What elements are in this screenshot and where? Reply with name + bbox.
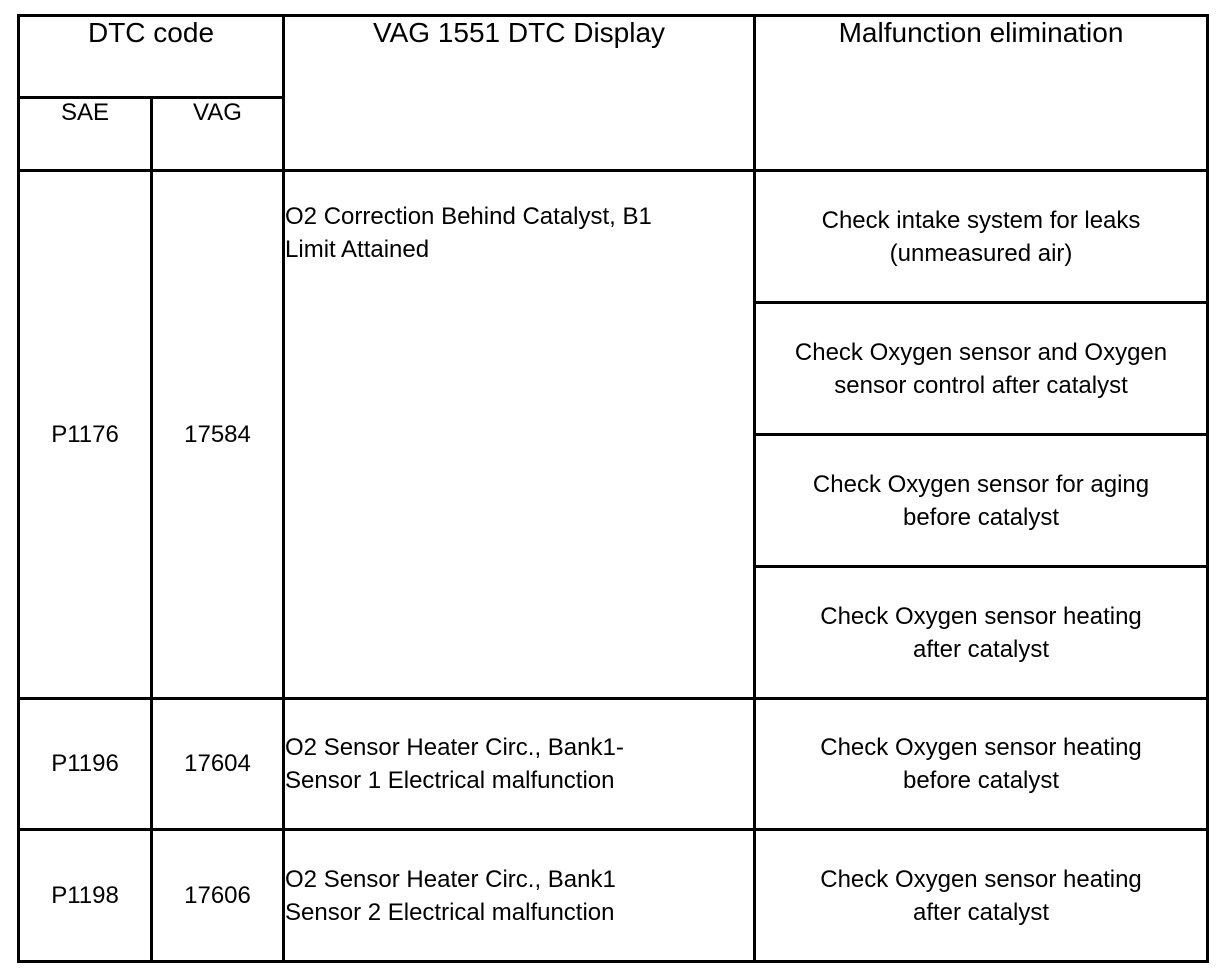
vag-code-cell: 17606 [152, 830, 284, 962]
vag-code-cell: 17604 [152, 699, 284, 830]
sae-code-cell: P1198 [19, 830, 152, 962]
header-dtc-code: DTC code [19, 16, 284, 98]
header-malfunction-elimination: Malfunction elimination [755, 16, 1208, 171]
header-vag: VAG [152, 98, 284, 171]
header-vag-display: VAG 1551 DTC Display [284, 16, 755, 171]
sae-code-cell: P1196 [19, 699, 152, 830]
elimination-cell: Check Oxygen sensor heating after catalyst [755, 830, 1208, 962]
dtc-display-cell: O2 Sensor Heater Circ., Bank1- Sensor 1 Electrical malfunction [284, 699, 755, 830]
elimination-cell: Check Oxygen sensor heating after catalyst [755, 567, 1208, 699]
elimination-cell: Check Oxygen sensor and Oxygen sensor control after catalyst [755, 303, 1208, 435]
header-sae: SAE [19, 98, 152, 171]
table-row [19, 830, 1208, 962]
elimination-cell: Check intake system for leaks (unmeasured air) [755, 171, 1208, 303]
table-row [19, 171, 1208, 303]
dtc-display-cell: O2 Sensor Heater Circ., Bank1 Sensor 2 Electrical malfunction [284, 830, 755, 962]
vag-code-cell: 17584 [152, 171, 284, 699]
table-row [19, 699, 1208, 830]
elimination-cell: Check Oxygen sensor for aging before catalyst [755, 435, 1208, 567]
sae-code-cell: P1176 [19, 171, 152, 699]
dtc-table [17, 14, 1209, 963]
dtc-display-cell: O2 Correction Behind Catalyst, B1 Limit Attained [284, 171, 755, 699]
elimination-cell: Check Oxygen sensor heating before catalyst [755, 699, 1208, 830]
